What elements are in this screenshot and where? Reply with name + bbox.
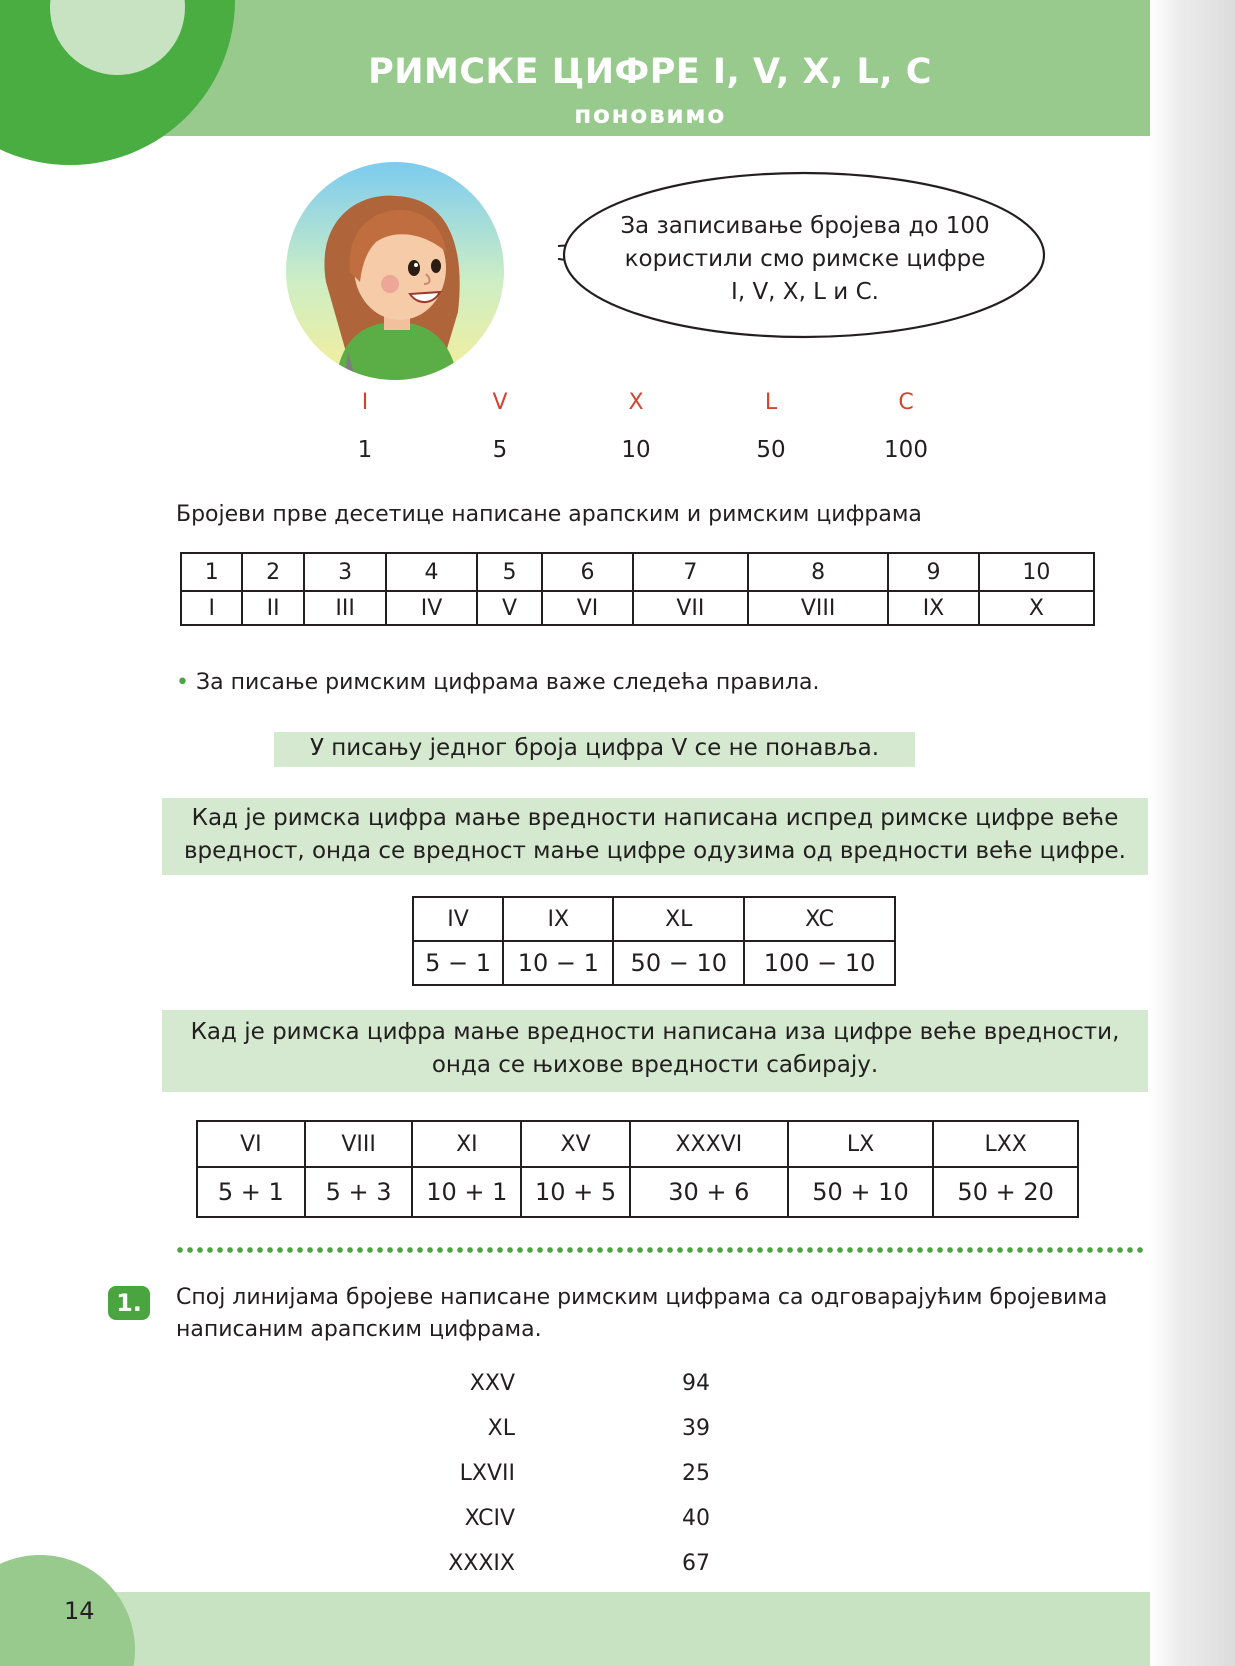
table-cell: 5 xyxy=(477,553,543,591)
table-cell: VII xyxy=(633,591,748,625)
table-cell: VI xyxy=(197,1121,305,1167)
rule-box-addition xyxy=(162,1010,1148,1092)
roman-numeral: I xyxy=(361,390,369,415)
speech-bubble-text xyxy=(600,210,1010,309)
table-cell: LXX xyxy=(933,1121,1078,1167)
table-cell: XC xyxy=(744,897,895,941)
table-cell: III xyxy=(304,591,386,625)
arabic-numeral: 5 xyxy=(492,437,508,463)
task-line: Спој линијама бројеве написане римским цифрама са одговарајућим бројевима xyxy=(176,1285,1108,1310)
arabic-numeral: 1 xyxy=(357,437,373,463)
table-cell: XV xyxy=(521,1121,630,1167)
roman-numeral: L xyxy=(764,390,778,415)
table-cell: X xyxy=(979,591,1094,625)
table-cell: 50 + 10 xyxy=(788,1167,934,1217)
rule-box-no-repeat-v: У писању једног броја цифра V се не понавља. xyxy=(274,732,915,767)
table-cell: 5 − 1 xyxy=(413,941,503,985)
table-cell: 8 xyxy=(748,553,888,591)
match-roman-item[interactable]: XXV xyxy=(469,1371,515,1396)
bullet-dot: • xyxy=(176,670,189,695)
table-cell: 9 xyxy=(888,553,978,591)
speech-line: I, V, X, L и C. xyxy=(731,279,879,305)
first-ten-caption: Бројеви прве десетице написане арапским и римским цифрама xyxy=(176,502,922,527)
addition-table xyxy=(196,1120,1079,1218)
match-roman-item[interactable]: XCIV xyxy=(464,1506,515,1531)
table-cell: V xyxy=(477,591,543,625)
table-row xyxy=(197,1121,1078,1167)
match-arabic-item[interactable]: 94 xyxy=(682,1371,710,1396)
table-cell: 50 + 20 xyxy=(933,1167,1078,1217)
rule-line: Кад је римска цифра мање вредности написана иза цифре веће вредности, xyxy=(190,1019,1120,1045)
task-number-badge: 1. xyxy=(108,1286,150,1320)
match-arabic-item[interactable]: 67 xyxy=(682,1551,710,1576)
table-row xyxy=(413,941,895,985)
speech-line: користили смо римске цифре xyxy=(624,246,986,272)
rule-line: вредност, онда се вредност мање цифре одузима од вредности веће цифре. xyxy=(184,838,1126,864)
roman-numeral: C xyxy=(898,390,914,415)
table-row xyxy=(197,1167,1078,1217)
arabic-numeral: 50 xyxy=(756,437,786,463)
subtraction-table xyxy=(412,896,896,986)
table-cell: LX xyxy=(788,1121,934,1167)
rule-line: онда се њихове вредности сабирају. xyxy=(431,1052,879,1078)
match-arabic-item[interactable]: 40 xyxy=(682,1506,710,1531)
page-subtitle: поновимо xyxy=(574,100,726,129)
match-arabic-item[interactable]: 25 xyxy=(682,1461,710,1486)
rules-intro xyxy=(176,670,820,695)
table-cell: 10 − 1 xyxy=(503,941,613,985)
page-title: РИМСКЕ ЦИФРЕ I, V, X, L, C xyxy=(368,52,932,92)
table-cell: XI xyxy=(412,1121,521,1167)
table-row xyxy=(181,553,1094,591)
match-arabic-item[interactable]: 39 xyxy=(682,1416,710,1441)
roman-numeral: V xyxy=(492,390,508,415)
table-row xyxy=(413,897,895,941)
page-edge-shadow xyxy=(1150,0,1235,1666)
table-cell: II xyxy=(242,591,303,625)
table-cell: I xyxy=(181,591,242,625)
speech-line: За записивање бројева до 100 xyxy=(620,213,990,239)
match-roman-item[interactable]: XL xyxy=(487,1416,515,1441)
footer-band xyxy=(0,1592,1150,1666)
table-cell: 7 xyxy=(633,553,748,591)
match-roman-item[interactable]: LXVII xyxy=(459,1461,515,1486)
page-number: 14 xyxy=(64,1597,95,1625)
arabic-numerals-row xyxy=(0,437,1235,467)
table-cell: VI xyxy=(542,591,632,625)
arabic-numeral: 10 xyxy=(621,437,651,463)
table-row xyxy=(181,591,1094,625)
roman-numerals-row xyxy=(0,390,1235,420)
table-cell: 4 xyxy=(386,553,476,591)
table-cell: XXXVI xyxy=(630,1121,788,1167)
table-cell: 6 xyxy=(542,553,632,591)
roman-numeral: X xyxy=(628,390,644,415)
match-roman-item[interactable]: XXXIX xyxy=(448,1551,515,1576)
table-cell: 5 + 1 xyxy=(197,1167,305,1217)
rule-line: Кад је римска цифра мање вредности написана испред римске цифре веће xyxy=(191,805,1119,831)
arabic-numeral: 100 xyxy=(884,437,928,463)
first-ten-table xyxy=(180,552,1095,626)
table-cell: 50 − 10 xyxy=(613,941,744,985)
table-cell: 100 − 10 xyxy=(744,941,895,985)
task-instruction xyxy=(176,1282,1136,1346)
table-cell: 2 xyxy=(242,553,303,591)
table-cell: 10 xyxy=(979,553,1094,591)
table-cell: IX xyxy=(503,897,613,941)
task-line: написаним арапским цифрама. xyxy=(176,1317,542,1342)
table-cell: 10 + 5 xyxy=(521,1167,630,1217)
rule-box-subtraction xyxy=(162,798,1148,875)
table-cell: 30 + 6 xyxy=(630,1167,788,1217)
table-cell: IV xyxy=(413,897,503,941)
rules-intro-text: За писање римским цифрама важе следећа правила. xyxy=(195,670,820,695)
table-cell: VIII xyxy=(748,591,888,625)
table-cell: XL xyxy=(613,897,744,941)
girl-avatar-illustration xyxy=(286,162,504,380)
table-cell: IX xyxy=(888,591,978,625)
table-cell: 3 xyxy=(304,553,386,591)
table-cell: 5 + 3 xyxy=(305,1167,413,1217)
table-cell: 10 + 1 xyxy=(412,1167,521,1217)
table-cell: IV xyxy=(386,591,476,625)
table-cell: VIII xyxy=(305,1121,413,1167)
table-cell: 1 xyxy=(181,553,242,591)
dotted-separator xyxy=(175,1247,1145,1253)
